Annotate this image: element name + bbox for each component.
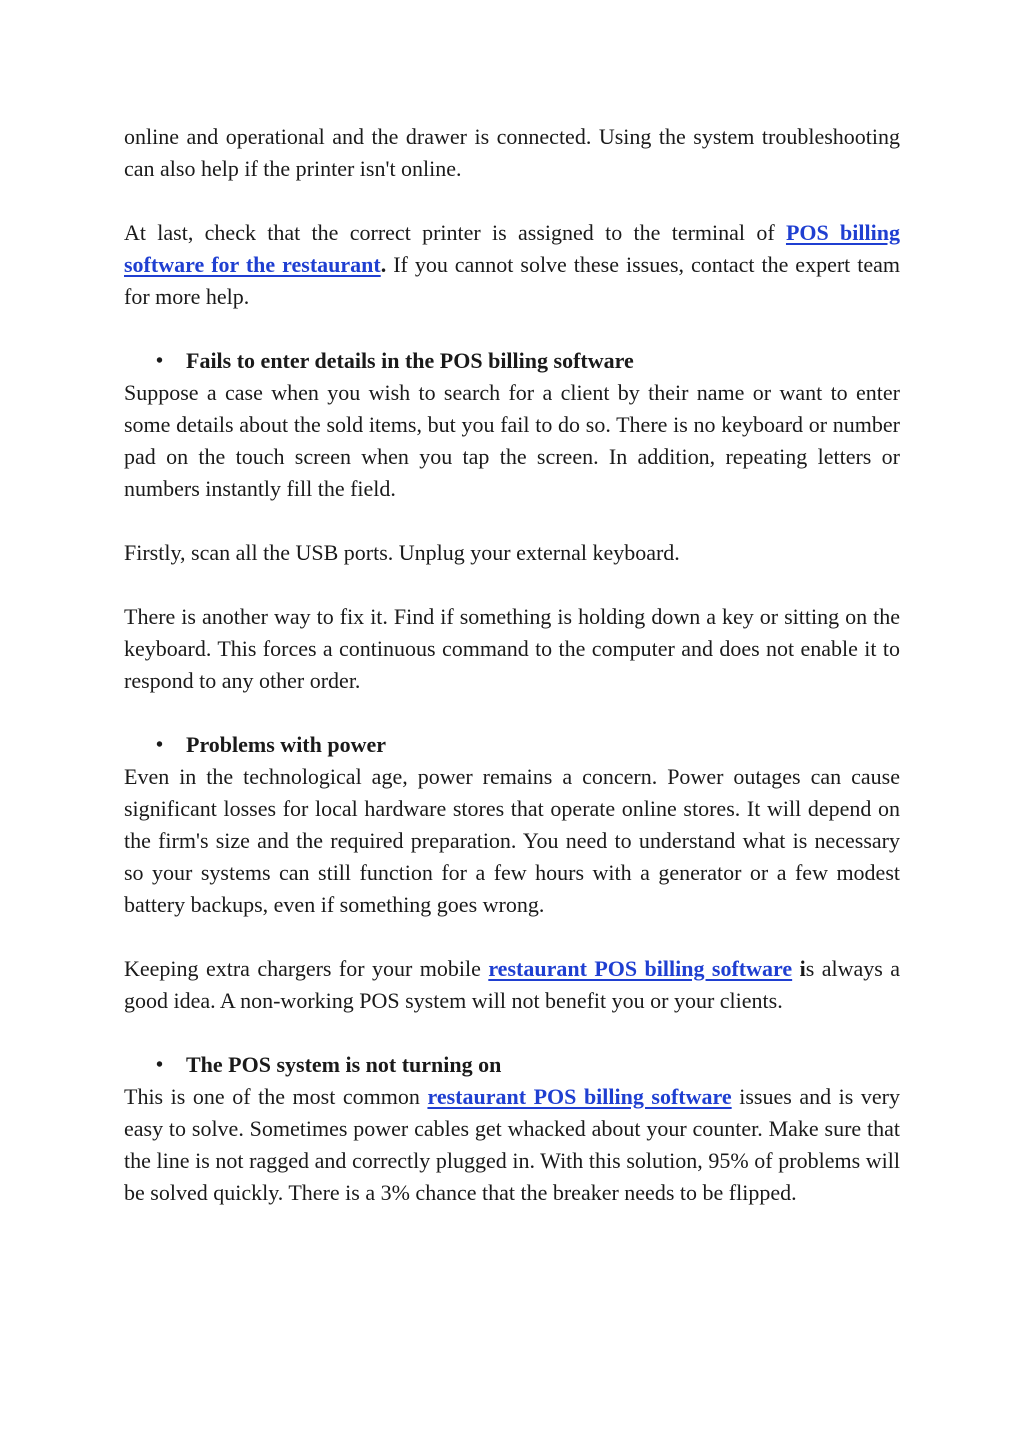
bullet-icon: •: [156, 1054, 164, 1076]
section-fails-to-enter-details: [124, 345, 900, 697]
text-segment: issues and is very easy to solve. Sometimes power cables get whacked about your counter. Make sure that the line is not ragged and correctly plugged in. With this solution, 95% of problems will be solved quickly. There is a 3% chance that the breaker needs to be flipped.: [124, 1084, 900, 1205]
restaurant-pos-billing-software-link[interactable]: restaurant POS billing software: [488, 956, 793, 981]
section-heading: [124, 1049, 900, 1081]
heading-text: Fails to enter details in the POS billing software: [186, 348, 634, 373]
bullet-icon: •: [156, 350, 164, 372]
paragraph-extra-chargers: [124, 953, 900, 1017]
bold-letter: i: [792, 956, 806, 981]
bullet-icon: •: [156, 734, 164, 756]
bold-period: .: [380, 252, 387, 277]
paragraph-scan-usb: Firstly, scan all the USB ports. Unplug your external keyboard.: [124, 540, 680, 565]
restaurant-pos-billing-software-link[interactable]: restaurant POS billing software: [427, 1084, 732, 1109]
text-segment: At last, check that the correct printer is assigned to the terminal of: [124, 220, 786, 245]
document-page: [124, 121, 900, 1209]
text-segment: Keeping extra chargers for your mobile: [124, 956, 489, 981]
paragraph-key-held-down: There is another way to fix it. Find if something is holding down a key or sitting on the keyboard. This forces a continuous command to the computer and does not enable it to respond to any other order.: [124, 604, 900, 693]
paragraph-assign-printer: [124, 217, 900, 313]
pos-billing-software-link[interactable]: POS billing software for the restaurant: [124, 220, 900, 277]
paragraph-printer-online: online and operational and the drawer is connected. Using the system troubleshooting can also help if the printer isn't online.: [124, 124, 900, 181]
section-not-turning-on: [124, 1049, 900, 1209]
text-segment: s always a good idea. A non-working POS system will not benefit you or your clients.: [124, 956, 901, 1013]
section-problems-with-power: [124, 729, 900, 1017]
text-segment: This is one of the most common: [124, 1084, 428, 1109]
heading-text: The POS system is not turning on: [186, 1052, 502, 1077]
section-heading: [124, 729, 900, 761]
section-heading: [124, 345, 900, 377]
paragraph-not-turning-on: [124, 1081, 900, 1209]
text-segment: If you cannot solve these issues, contact the expert team for more help.: [124, 252, 900, 309]
heading-text: Problems with power: [186, 732, 387, 757]
paragraph-power-concern: Even in the technological age, power remains a concern. Power outages can cause significant losses for local hardware stores that operate online stores. It will depend on the firm's size and the required preparation. You need to understand what is necessary so your systems can still function for a few hours with a generator or a few modest battery backups, even if something goes wrong.: [124, 764, 900, 917]
paragraph-fail-enter-details: Suppose a case when you wish to search for a client by their name or want to enter some details about the sold items, but you fail to do so. There is no keyboard or number pad on the touch screen when you tap the screen. In addition, repeating letters or numbers instantly fill the field.: [124, 380, 900, 501]
